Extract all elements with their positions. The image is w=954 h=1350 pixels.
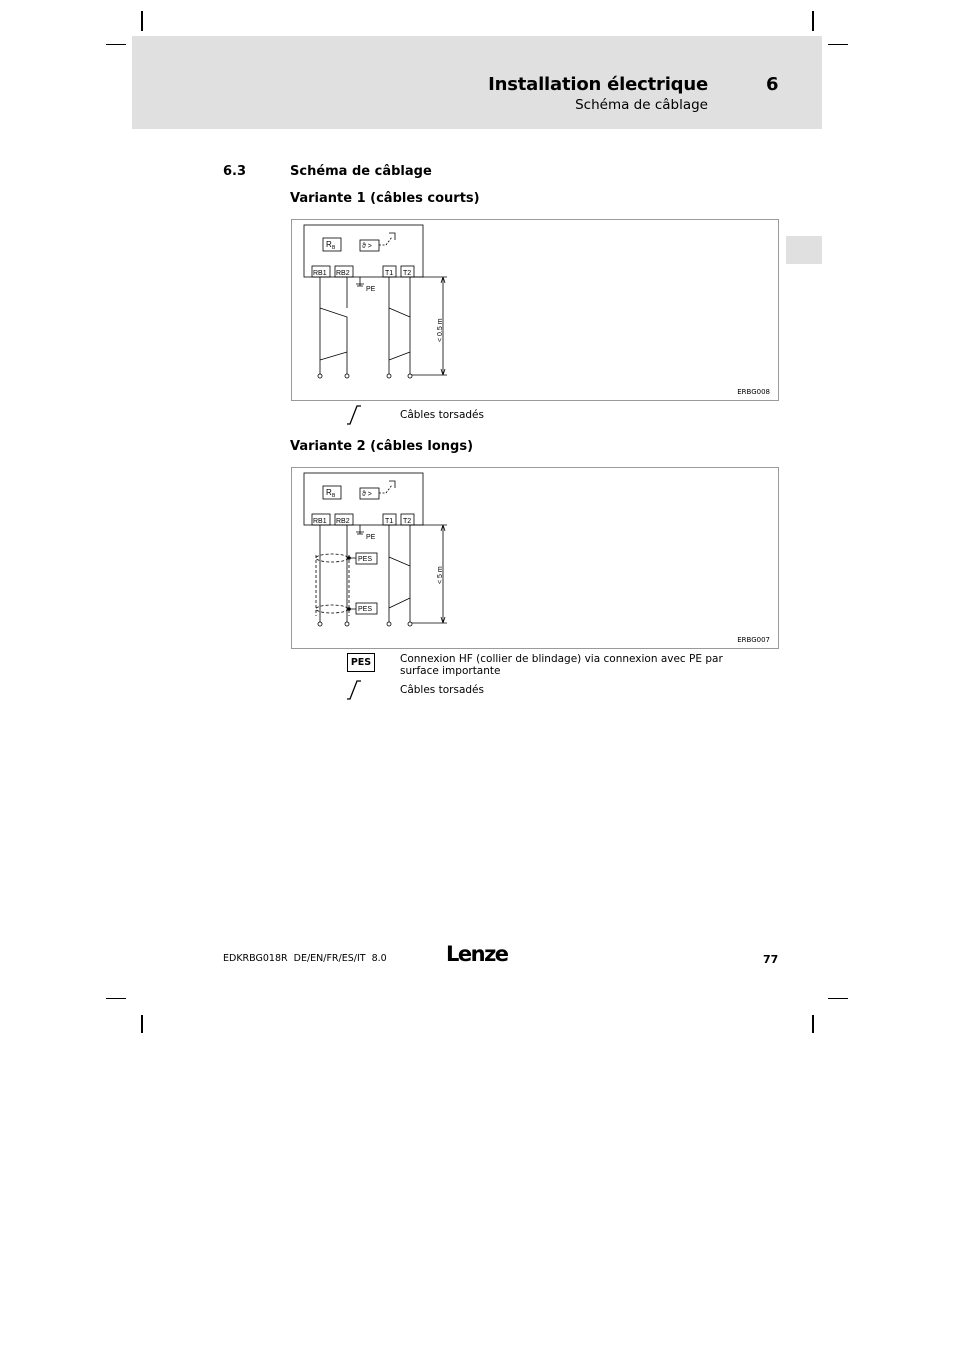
terminal-rb2-label: RB2: [336, 270, 350, 277]
pes-label-top: PES: [358, 556, 373, 563]
pes-label-bottom: PES: [358, 606, 373, 613]
chapter-title: Installation électrique: [488, 74, 708, 95]
resistor-label: R: [326, 488, 332, 497]
legend-twisted-cables-2: Câbles torsadés: [400, 684, 484, 696]
variant2-figure: [291, 467, 779, 649]
figure-code: ERBG008: [737, 388, 770, 396]
distance-label: < 5 m: [437, 566, 444, 584]
figure-code: ERBG007: [737, 636, 770, 644]
terminal-t2-label: T2: [403, 270, 412, 277]
terminal-rb2-label: RB2: [336, 518, 350, 525]
crop-mark: [106, 44, 126, 45]
resistor-label: R: [326, 240, 332, 249]
pe-label: PE: [366, 286, 376, 293]
crop-mark: [141, 11, 143, 31]
twisted-cable-icon: [346, 404, 362, 426]
resistor-subscript: B: [332, 493, 336, 499]
terminal-rb1-label: RB1: [313, 518, 327, 525]
pes-symbol: PES: [347, 653, 375, 672]
lenze-logo: Lenze: [446, 942, 508, 966]
distance-label: < 0.5 m: [437, 318, 444, 342]
variant1-title: Variante 1 (câbles courts): [290, 191, 480, 206]
terminal-rb1-label: RB1: [313, 270, 327, 277]
pe-label: PE: [366, 534, 376, 541]
variant2-title: Variante 2 (câbles longs): [290, 439, 474, 454]
terminal-t1-label: T1: [385, 270, 394, 277]
crop-mark: [106, 998, 126, 999]
footer-doc-ref: EDKRBG018R DE/EN/FR/ES/IT 8.0: [223, 953, 387, 964]
legend-pes-description: Connexion HF (collier de blindage) via connexion avec PE par surface importante: [400, 653, 723, 677]
variant1-figure: [291, 219, 779, 401]
crop-mark: [812, 1015, 814, 1033]
crop-mark: [812, 11, 814, 31]
chapter-side-tab: [786, 236, 822, 264]
legend-twisted-cables-1: Câbles torsadés: [400, 409, 484, 421]
section-title: Schéma de câblage: [290, 164, 432, 179]
chapter-subtitle: Schéma de câblage: [575, 97, 708, 113]
page-number: 77: [763, 953, 779, 966]
terminal-t1-label: T1: [385, 518, 394, 525]
crop-mark: [828, 44, 848, 45]
chapter-number: 6: [766, 74, 779, 95]
resistor-subscript: B: [332, 245, 336, 251]
section-number: 6.3: [223, 164, 247, 179]
crop-mark: [141, 1015, 143, 1033]
twisted-cable-icon: [346, 679, 362, 701]
variant1-wiring-diagram: [292, 220, 778, 400]
thermal-label: ϑ >: [362, 491, 372, 498]
crop-mark: [828, 998, 848, 999]
variant2-wiring-diagram: [292, 468, 778, 648]
thermal-label: ϑ >: [362, 243, 372, 250]
terminal-t2-label: T2: [403, 518, 412, 525]
